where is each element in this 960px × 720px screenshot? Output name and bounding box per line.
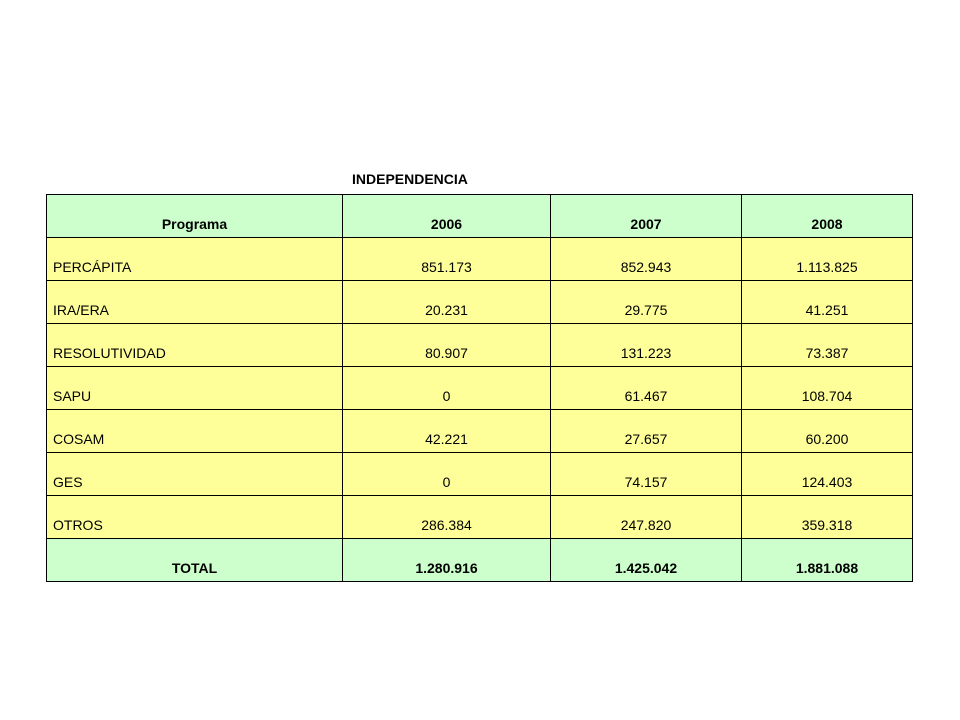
programs-table: [46, 194, 913, 582]
total-2007: 1.425.042: [551, 539, 742, 582]
total-2008: 1.881.088: [742, 539, 913, 582]
cell-2008: 41.251: [742, 281, 913, 324]
header-2008: 2008: [742, 195, 913, 238]
header-programa: Programa: [47, 195, 343, 238]
cell-2007: 131.223: [551, 324, 742, 367]
table-total-row: [47, 539, 913, 582]
header-2006: 2006: [343, 195, 551, 238]
cell-2008: 1.113.825: [742, 238, 913, 281]
cell-2006: 0: [343, 367, 551, 410]
table-row: [47, 453, 913, 496]
cell-2007: 74.157: [551, 453, 742, 496]
header-2007: 2007: [551, 195, 742, 238]
cell-2008: 73.387: [742, 324, 913, 367]
table-row: [47, 281, 913, 324]
table-row: [47, 238, 913, 281]
cell-2008: 359.318: [742, 496, 913, 539]
cell-2006: 0: [343, 453, 551, 496]
table-title: INDEPENDENCIA: [352, 171, 468, 187]
cell-2007: 27.657: [551, 410, 742, 453]
row-label: RESOLUTIVIDAD: [47, 324, 343, 367]
row-label: SAPU: [47, 367, 343, 410]
row-label: PERCÁPITA: [47, 238, 343, 281]
total-label: TOTAL: [47, 539, 343, 582]
cell-2008: 124.403: [742, 453, 913, 496]
cell-2007: 29.775: [551, 281, 742, 324]
cell-2007: 247.820: [551, 496, 742, 539]
cell-2008: 60.200: [742, 410, 913, 453]
cell-2006: 851.173: [343, 238, 551, 281]
cell-2007: 852.943: [551, 238, 742, 281]
row-label: GES: [47, 453, 343, 496]
row-label: COSAM: [47, 410, 343, 453]
table-header-row: [47, 195, 913, 238]
cell-2006: 286.384: [343, 496, 551, 539]
row-label: IRA/ERA: [47, 281, 343, 324]
table-row: [47, 324, 913, 367]
row-label: OTROS: [47, 496, 343, 539]
cell-2006: 20.231: [343, 281, 551, 324]
total-2006: 1.280.916: [343, 539, 551, 582]
cell-2006: 80.907: [343, 324, 551, 367]
table-row: [47, 410, 913, 453]
cell-2007: 61.467: [551, 367, 742, 410]
table-row: [47, 496, 913, 539]
cell-2006: 42.221: [343, 410, 551, 453]
table-row: [47, 367, 913, 410]
cell-2008: 108.704: [742, 367, 913, 410]
